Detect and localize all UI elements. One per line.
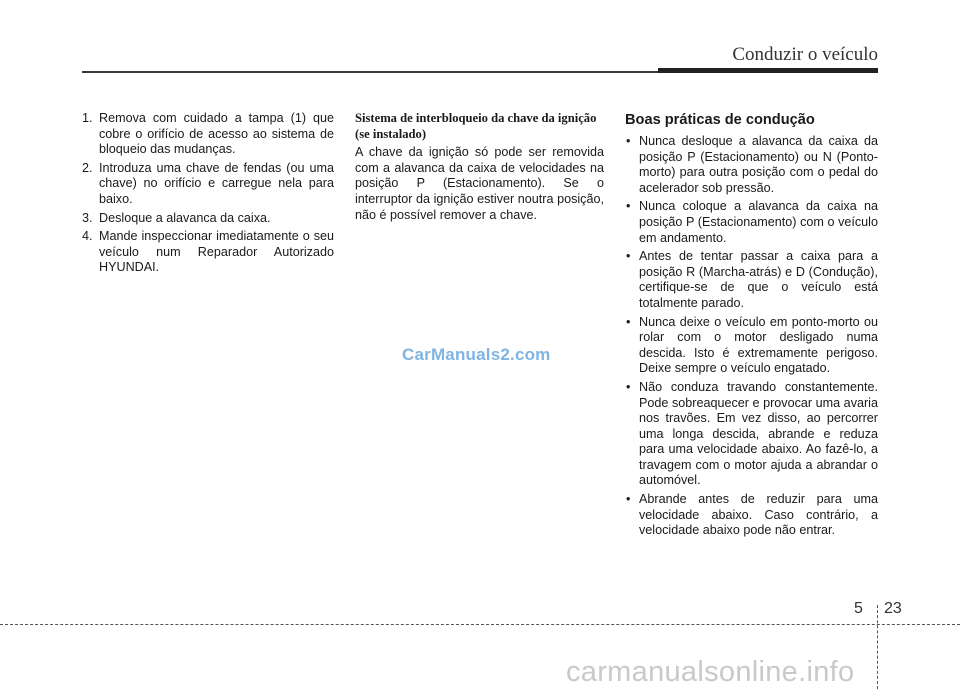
column-steps <box>82 111 334 279</box>
list-item <box>625 249 878 311</box>
step-number: 1. <box>82 111 93 125</box>
bullet-icon: • <box>626 249 631 264</box>
page-number-divider <box>877 605 878 689</box>
list-item <box>625 315 878 377</box>
good-practices-heading: Boas práticas de condução <box>625 112 815 128</box>
interlock-heading: Sistema de interbloqueio da chave da ignição (se instalado) <box>355 111 597 141</box>
interlock-paragraph: A chave da ignição só pode ser removida com a alavanca da caixa de velocidades na posição P (Estacionamento). Se o interruptor da ignição estiver noutra posição, não é possível remover a chave. <box>355 145 604 222</box>
bullet-icon: • <box>626 314 631 329</box>
watermark-logo: CarManuals2.com <box>402 345 551 364</box>
step-text: Introduza uma chave de fendas (ou uma chave) no orifício e carregue nela para baixo. <box>99 160 334 206</box>
list-item <box>82 161 334 208</box>
bullet-text: Nunca coloque a alavanca da caixa na posição P (Estacionamento) com o veículo em andamento. <box>639 199 878 245</box>
step-number: 3. <box>82 210 93 225</box>
bullet-text: Nunca desloque a alavanca da caixa da posição P (Estacionamento) ou N (Ponto-morto) para outra posição com o pedal do acelerador sob pressão. <box>639 134 878 195</box>
column-interlock <box>355 111 604 223</box>
list-item <box>82 211 334 227</box>
page-section-title: Conduzir o veículo <box>732 44 878 65</box>
bullet-icon: • <box>626 199 631 214</box>
good-practices-list <box>625 134 878 539</box>
list-item <box>625 199 878 246</box>
step-number: 2. <box>82 160 93 175</box>
steps-list <box>82 111 334 276</box>
chapter-number: 5 <box>854 600 863 617</box>
footer-watermark: carmanualsonline.info <box>566 656 855 688</box>
bullet-text: Antes de tentar passar a caixa para a posição R (Marcha-atrás) e D (Condução), certifique-se de que o veículo está totalmente parado. <box>639 249 878 310</box>
bullet-text: Abrande antes de reduzir para uma velocidade abaixo. Caso contrário, a velocidade abaixo pode não entrar. <box>639 492 878 538</box>
list-item <box>625 492 878 539</box>
step-text: Desloque a alavanca da caixa. <box>99 210 271 225</box>
list-item <box>625 380 878 489</box>
step-text: Mande inspeccionar imediatamente o seu veículo num Reparador Autorizado HYUNDAI. <box>99 229 334 275</box>
bullet-icon: • <box>626 492 631 507</box>
bullet-icon: • <box>626 134 631 148</box>
list-item <box>625 134 878 196</box>
list-item <box>82 111 334 158</box>
footer-divider <box>0 624 960 625</box>
header-rule <box>82 71 658 73</box>
bullet-text: Nunca deixe o veículo em ponto-morto ou rolar com o motor desligado numa descida. Isto é extremamente perigoso. Deixe sempre o veículo engatado. <box>639 314 878 376</box>
step-text: Remova com cuidado a tampa (1) que cobre o orifício de acesso ao sistema de bloqueio das mudanças. <box>99 111 334 157</box>
list-item <box>82 229 334 276</box>
header-rule-accent <box>658 68 878 73</box>
bullet-icon: • <box>626 379 631 394</box>
bullet-text: Não conduza travando constantemente. Pode sobreaquecer e provocar uma avaria nos travões. Em vez disso, ao percorrer uma longa descida, abrande e reduza para uma velocidade abaixo. Ao fazê-lo, a travagem com o motor ajuda a abrandar o automóvel. <box>639 379 878 488</box>
step-number: 4. <box>82 229 93 244</box>
column-good-practices <box>625 111 878 542</box>
page-number: 23 <box>884 600 902 617</box>
